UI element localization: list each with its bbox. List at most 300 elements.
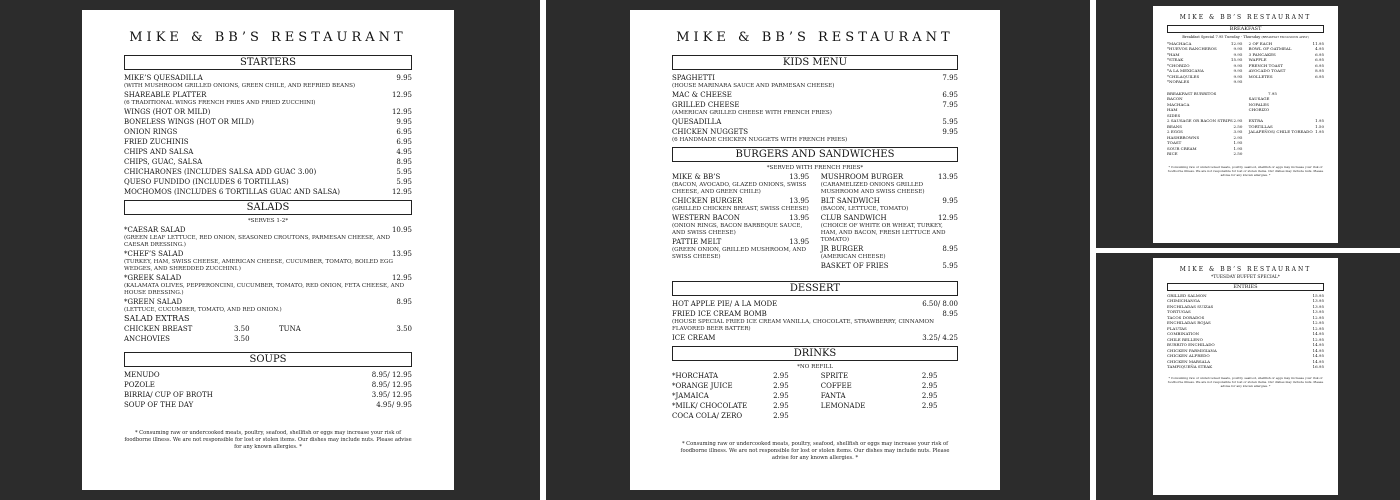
- menu-item-row: [672, 381, 789, 391]
- menu-item-row: [821, 213, 958, 223]
- item-price: 3.95/ 12.95: [371, 391, 412, 399]
- item-description: (AMERICAN CHEESE): [820, 254, 886, 260]
- menu-item-row: [1167, 364, 1324, 370]
- item-name: *GREEN SALAD: [124, 298, 183, 306]
- fillings-right-column: [1249, 96, 1324, 113]
- menu-item-row: [821, 196, 958, 206]
- menu-item-row: [1167, 79, 1242, 85]
- item-name: POZOLE: [124, 381, 155, 389]
- item-name: TAMPIQUEÑA STEAK: [1167, 364, 1213, 369]
- item-name: AVOCADO TOAST: [1248, 68, 1286, 73]
- item-price: 3.95: [1233, 129, 1243, 134]
- item-name: *A LA MEXICANA: [1167, 68, 1204, 73]
- menu-item-row: [124, 117, 412, 127]
- item-name: *MACHACA: [1167, 40, 1192, 46]
- item-name: SPAGHETTI: [672, 74, 715, 82]
- menu-item-row: [124, 273, 412, 283]
- menu-item-row: [124, 187, 412, 197]
- item-price: 12.95: [391, 91, 412, 99]
- item-price: 15.95: [1312, 292, 1324, 298]
- item-name: *GREEK SALAD: [124, 274, 182, 282]
- menu-item-row: [672, 73, 958, 83]
- item-name: CHILE RELLENO: [1167, 336, 1203, 342]
- item-description: (BACON, LETTUCE, TOMATO): [820, 206, 909, 212]
- item-price: 2.95: [921, 392, 938, 400]
- filling-item: NOPALES: [1248, 101, 1269, 107]
- menu-item-row: [672, 127, 958, 137]
- item-name: *CHORIZO: [1167, 62, 1190, 68]
- item-description: (ONION RINGS, BACON BARBEQUE SAUCE, AND SWISS CHEESE): [672, 223, 803, 236]
- item-price: 8.95: [942, 245, 958, 253]
- filling-item: MACHACA: [1167, 101, 1190, 107]
- disclaimer: * Consuming raw or undercooked meats, poultry, seafood, shellfish or eggs may increase your risk of foodborne illness. We are not responsible for lost or stolen items. Our dishes may include nuts. Please advise for any known allergies. *: [124, 430, 412, 450]
- item-price: 13.95: [1312, 309, 1324, 314]
- item-name: *CHILAQUILES: [1167, 73, 1200, 79]
- item-price: 14.95: [1312, 358, 1324, 364]
- item-name: *HORCHATA: [672, 372, 719, 380]
- item-name: ENCHILADAS ROJAS: [1167, 320, 1211, 325]
- item-name: TOAST: [1167, 140, 1182, 145]
- item-price: 3.25/ 4.25: [922, 334, 958, 342]
- item-description: (TURKEY, HAM, SWISS CHEESE, AMERICAN CHEESE, CUCUMBER, TOMATO, BOILED EGG WEDGES, AND SHREDDED ZUCCHINI.): [124, 259, 393, 272]
- item-name: BONELESS WINGS (HOT OR MILD): [124, 118, 255, 126]
- restaurant-title: MIKE & BB’S RESTAURANT: [676, 30, 954, 45]
- menu-item-row: [672, 117, 958, 127]
- item-price: 14.95: [1312, 353, 1324, 358]
- item-price: 2.95: [921, 382, 938, 390]
- item-name: MIKE & BB’S: [672, 173, 721, 181]
- menu-page-kids-burgers[interactable]: [630, 10, 1000, 490]
- breakfast-left-column: [1167, 41, 1242, 85]
- item-price: 11.95: [1312, 40, 1324, 46]
- item-price: 1.95: [1233, 140, 1243, 145]
- item-name: SHAREABLE PLATTER: [124, 91, 207, 99]
- item-description: (KALAMATA OLIVES, PEPPERONCINI, CUCUMBER, TOMATO, RED ONION, FETA CHEESE, AND HOUSE DRESSING.): [124, 283, 405, 296]
- item-name: MOCHOMOS (INCLUDES 6 TORTILLAS GUAC AND SALSA): [124, 188, 340, 196]
- buffet-title: *TUESDAY BUFFET SPECIAL*: [1211, 275, 1280, 280]
- item-name: TACOS DORADOS: [1167, 314, 1205, 320]
- item-name: HOT APPLE PIE/ A LA MODE: [672, 300, 778, 308]
- menu-item-row: [821, 391, 938, 401]
- item-name: 2 EGGS: [1167, 129, 1183, 134]
- item-price: 2.95: [773, 392, 789, 400]
- breakfast-columns: [1167, 41, 1324, 85]
- item-price: 6.95: [1315, 51, 1324, 57]
- item-name: *MILK/ CHOCOLATE: [672, 402, 748, 410]
- item-description: (AMERICAN GRILLED CHEESE WITH FRENCH FRIES): [672, 110, 832, 116]
- item-name: COCA COLA/ ZERO: [672, 412, 743, 420]
- burgers-columns: [672, 172, 958, 271]
- item-price: 9.95: [1233, 79, 1243, 84]
- item-name: *ORANGE JUICE: [672, 382, 733, 390]
- menu-item-row: [672, 333, 958, 343]
- section-header-drinks: DRINKS: [672, 346, 958, 361]
- item-name: COMBINATION: [1167, 331, 1200, 336]
- disclaimer: * Consuming raw or undercooked meats, poultry, seafood, shellfish or eggs may increase your risk of foodborne illness. We are not responsible for lost or stolen items. Our dishes may include nuts. Please advise for any known allergies. *: [1167, 375, 1324, 388]
- menu-item-row: [1167, 151, 1242, 157]
- item-name: *CHEF’S SALAD: [124, 250, 184, 258]
- breakfast-special-text: Breakfast Special 7.95 Tuesday - Thursday: [1182, 35, 1261, 39]
- item-name: CHIMICHANGA: [1167, 298, 1200, 303]
- salads-list: [124, 225, 412, 314]
- extra-price: 3.50: [396, 325, 412, 333]
- salad-extras-title: SALAD EXTRAS: [124, 314, 190, 323]
- menu-item-row: [124, 157, 412, 167]
- item-name: CHIPS, GUAC, SALSA: [124, 158, 203, 166]
- item-price: 1.95: [1315, 118, 1324, 123]
- burgers-note: *SERVED WITH FRENCH FRIES*: [766, 165, 864, 171]
- item-name: *STEAK: [1167, 57, 1184, 62]
- item-price: 2.95: [773, 382, 789, 390]
- item-price: 13.95: [1312, 298, 1324, 303]
- menu-item-row: [124, 225, 412, 235]
- disclaimer: * Consuming raw or undercooked meats, poultry, seafood, shellfish or eggs may increase your risk of foodborne illness. We are not responsible for lost or stolen items. Our dishes may include nuts. Please advise for any known allergies. *: [680, 441, 950, 461]
- filling-item: HAM: [1167, 107, 1178, 112]
- item-name: BASKET OF FRIES: [820, 262, 889, 270]
- menu-item-row: [672, 391, 789, 401]
- item-name: CHICKEN BURGER: [672, 197, 743, 205]
- drinks-note: *NO REFILL: [797, 364, 833, 370]
- item-price: 9.95: [942, 128, 958, 136]
- menu-item-row: [672, 100, 958, 110]
- item-name: *JAMAICA: [672, 392, 709, 400]
- item-description: (LETTUCE, CUCUMBER, TOMATO, AND RED ONION.): [124, 307, 282, 313]
- item-price: 6.95: [942, 91, 958, 99]
- section-header-burgers: BURGERS AND SANDWICHES: [672, 147, 958, 162]
- menu-item-row: [672, 90, 958, 100]
- item-name: *HUEVOS RANCHEROS: [1167, 46, 1217, 51]
- item-price: 1.50: [1315, 123, 1324, 129]
- item-price: 9.95: [1233, 68, 1243, 73]
- menu-page-breakfast[interactable]: [1153, 6, 1338, 243]
- menu-item-row: [821, 261, 958, 271]
- menu-item-row: [821, 371, 938, 381]
- item-price: 6.50/ 8.00: [922, 300, 958, 308]
- item-price: 8.95: [1315, 68, 1324, 73]
- item-price: 15.95: [1230, 57, 1243, 62]
- item-name: ICE CREAM: [672, 334, 716, 342]
- item-price: 12.95: [1312, 325, 1324, 331]
- menu-item-row: [672, 172, 809, 182]
- item-price: 4.95: [396, 148, 412, 156]
- extra-price: 3.50: [234, 325, 250, 333]
- item-name: *HAM: [1167, 51, 1180, 57]
- item-name: EXTRA: [1248, 118, 1263, 123]
- item-price: 8.95: [396, 158, 412, 166]
- menu-item-row: [821, 172, 958, 182]
- burritos-title: BREAKFAST BURRITOS: [1167, 90, 1217, 96]
- item-name: RICE: [1167, 151, 1178, 156]
- menu-item-row: [672, 299, 958, 309]
- salad-extra-row: [124, 324, 412, 334]
- item-name: CLUB SANDWICH: [820, 214, 887, 222]
- item-name: CHICKEN ALFREDO: [1167, 353, 1210, 358]
- sides-right-column: [1249, 118, 1324, 157]
- item-name: JALAPEÑOS/ CHILE TOREADO: [1248, 129, 1313, 134]
- item-name: CHICHARONES (INCLUDES SALSA ADD GUAC 3.00): [124, 168, 317, 176]
- item-price: 12.95: [1312, 314, 1324, 320]
- filling-item: CHORIZO: [1248, 107, 1270, 112]
- item-price: 8.95/ 12.95: [371, 381, 412, 389]
- menu-item-row: [124, 147, 412, 157]
- menu-item-row: [672, 213, 809, 223]
- item-price: 6.95: [1315, 57, 1324, 62]
- dessert-list: [672, 299, 958, 343]
- item-description: (GREEN LEAF LETTUCE, RED ONION, SEASONED CROUTONS, PARMESAN CHEESE, AND CAESAR DRESSING.): [124, 235, 390, 248]
- item-description: (BACON, AVOCADO, GLAZED ONIONS, SWISS CHEESE, AND GREEN CHILE): [672, 182, 807, 195]
- menu-item-row: [124, 400, 412, 410]
- item-price: 5.95: [396, 168, 412, 176]
- item-price: 13.95: [789, 238, 810, 246]
- item-price: 14.95: [1312, 331, 1324, 336]
- restaurant-title: MIKE & BB’S RESTAURANT: [1179, 266, 1312, 273]
- item-price: 12.95: [391, 108, 412, 116]
- item-price: 2.95: [921, 402, 938, 410]
- item-name: FRIED ZUCHINIS: [124, 138, 189, 146]
- item-price: 9.95: [1233, 73, 1243, 79]
- item-price: 13.95: [937, 173, 958, 181]
- menu-item-row: [124, 127, 412, 137]
- item-name: ONION RINGS: [124, 128, 178, 136]
- item-name: CHIPS AND SALSA: [124, 148, 194, 156]
- item-name: 2 SAUSAGE OR BACON STRIPS: [1167, 118, 1233, 123]
- restaurant-title: MIKE & BB’S RESTAURANT: [129, 30, 407, 45]
- item-price: 9.95: [942, 197, 958, 205]
- item-name: FRIED ICE CREAM BOMB: [672, 310, 767, 318]
- entries-list: [1167, 293, 1324, 370]
- drinks-left-column: [672, 371, 809, 421]
- item-price: 2.95: [1233, 118, 1243, 123]
- item-price: 13.95: [391, 250, 412, 258]
- item-description: (6 TRADITIONAL WINGS FRENCH FRIES AND FRIED ZUCCHINI): [124, 100, 316, 106]
- menu-item-row: [124, 177, 412, 187]
- item-description: (HOUSE SPECIAL FRIED ICE CREAM VANILLA, CHOCOLATE, STRAWBERRY, CINNAMON FLAVORED BEER BATTER): [672, 319, 934, 332]
- item-price: 1.95: [1233, 145, 1243, 151]
- item-price: 12.95: [937, 214, 958, 222]
- breakfast-special-note: (BREAKFAST EXCLUSIONS APPLY): [1261, 36, 1309, 39]
- item-name: CHICKEN NUGGETS: [672, 128, 749, 136]
- extra-name: CHICKEN BREAST: [124, 325, 193, 333]
- drinks-right-column: [821, 371, 958, 421]
- item-name: BOWL OF OATMEAL: [1248, 46, 1292, 51]
- menu-item-row: [124, 297, 412, 307]
- drinks-columns: [672, 371, 958, 421]
- item-name: WESTERN BACON: [672, 214, 740, 222]
- item-description: (GREEN ONION, GRILLED MUSHROOM, AND SWISS CHEESE): [672, 247, 806, 260]
- item-price: 13.95: [789, 173, 810, 181]
- menu-item-row: [672, 309, 958, 319]
- item-price: 9.95: [1233, 51, 1243, 57]
- item-name: MAC & CHEESE: [672, 91, 732, 99]
- item-name: BEANS: [1167, 123, 1182, 129]
- item-name: *NOPALES: [1167, 79, 1190, 84]
- item-price: 9.95: [396, 74, 412, 82]
- item-description: (GRILLED CHICKEN BREAST, SWISS CHEESE): [672, 206, 809, 212]
- item-price: 12.95: [391, 274, 412, 282]
- item-description: (CHOICE OF WHITE OR WHEAT, TURKEY, HAM, AND BACON, FRESH LETTUCE AND TOMATO): [820, 223, 946, 243]
- filling-item: BACON: [1167, 96, 1183, 101]
- item-price: 9.95: [396, 118, 412, 126]
- item-price: 2.95: [773, 402, 789, 410]
- sides-left-column: [1167, 118, 1242, 157]
- menu-page-buffet[interactable]: [1153, 258, 1338, 495]
- item-price: 8.95: [942, 310, 958, 318]
- burrito-fillings: [1167, 96, 1324, 113]
- extra-name: [279, 334, 412, 344]
- menu-page-starters[interactable]: [82, 10, 454, 490]
- item-price: 9.95: [1233, 62, 1243, 68]
- section-header-breakfast: BREAKFAST: [1167, 25, 1324, 33]
- item-name: WINGS (HOT OR MILD): [124, 108, 211, 116]
- item-price: 10.95: [391, 226, 412, 234]
- item-name: SOUR CREAM: [1167, 145, 1197, 151]
- item-price: 7.95: [942, 101, 958, 109]
- item-price: 2.50: [1233, 151, 1243, 156]
- extra-name: TUNA: [279, 325, 301, 333]
- menu-item-row: [821, 381, 938, 391]
- item-description: (WITH MUSHROOM GRILLED ONIONS, GREEN CHILE, AND REFRIED BEANS): [124, 83, 356, 89]
- menu-item-row: [1249, 129, 1324, 135]
- burgers-left-column: [672, 172, 809, 271]
- item-name: LEMONADE: [820, 402, 866, 410]
- item-name: CHICKEN MARSALA: [1167, 358, 1211, 364]
- item-price: 12.95: [1312, 336, 1324, 342]
- burgers-right-column: [821, 172, 958, 271]
- item-name: BIRRIA/ CUP OF BROTH: [124, 391, 213, 399]
- menu-item-row: [124, 73, 412, 83]
- item-price: 1.95: [1315, 129, 1324, 134]
- item-price: 5.95: [942, 118, 958, 126]
- fillings-left-column: [1167, 96, 1242, 113]
- item-description: (6 HANDMADE CHICKEN NUGGETS WITH FRENCH FRIES): [672, 137, 848, 143]
- soups-list: [124, 370, 412, 410]
- item-name: CHICKEN PARMIGIANA: [1167, 347, 1217, 353]
- item-name: HASHBROWNS: [1167, 134, 1200, 140]
- item-name: 2 OF EACH: [1248, 40, 1273, 46]
- item-name: GRILLED CHEESE: [672, 101, 740, 109]
- menu-item-row: [124, 137, 412, 147]
- menu-item-row: [1249, 74, 1324, 80]
- item-name: QUESO FUNDIDO (INCLUDES 6 TORTILLAS): [124, 178, 289, 186]
- item-price: 2.95: [773, 412, 789, 420]
- section-header-starters: STARTERS: [124, 55, 412, 70]
- item-name: *CAESAR SALAD: [124, 226, 186, 234]
- menu-item-row: [672, 411, 789, 421]
- item-name: BLT SANDWICH: [820, 197, 880, 205]
- item-name: WAFFLE: [1248, 57, 1267, 62]
- salad-extras-list: [124, 324, 412, 344]
- sides-title: SIDES: [1167, 112, 1181, 118]
- restaurant-title: MIKE & BB’S RESTAURANT: [1179, 14, 1312, 21]
- menu-item-row: [672, 371, 789, 381]
- item-name: 3 PANCAKES: [1248, 51, 1276, 57]
- section-header-soups: SOUPS: [124, 352, 412, 367]
- item-name: FRENCH TOAST: [1248, 62, 1283, 68]
- item-price: 14.95: [1312, 347, 1324, 353]
- item-price: 12.95: [1230, 40, 1243, 46]
- item-price: 13.95: [789, 197, 810, 205]
- item-name: JR BURGER: [820, 245, 864, 253]
- menu-item-row: [124, 107, 412, 117]
- section-header-dessert: DESSERT: [672, 281, 958, 296]
- item-price: 2.50: [1233, 123, 1243, 129]
- extra-price: 3.50: [234, 335, 250, 343]
- item-description: (CARAMELIZED ONIONS GRILLED MUSHROOM AND SWISS CHEESE): [820, 182, 925, 195]
- item-name: QUESADILLA: [672, 118, 722, 126]
- item-name: FLAUTAS: [1167, 325, 1187, 331]
- item-price: 13.95: [1312, 303, 1324, 309]
- item-name: PATTIE MELT: [672, 238, 722, 246]
- item-name: MUSHROOM BURGER: [820, 173, 904, 181]
- breakfast-right-column: [1249, 41, 1324, 85]
- menu-item-row: [821, 244, 958, 254]
- section-header-kids: KIDS MENU: [672, 55, 958, 70]
- menu-item-row: [672, 196, 809, 206]
- extra-name: ANCHOVIES: [124, 335, 170, 343]
- item-price: 14.95: [1312, 342, 1324, 347]
- item-name: SPRITE: [820, 372, 849, 380]
- menu-item-row: [124, 370, 412, 380]
- burritos-price: 7.95: [1267, 90, 1277, 96]
- item-name: MIKE’S QUESADILLA: [124, 74, 203, 82]
- item-price: 6.95: [396, 128, 412, 136]
- disclaimer: * Consuming raw or undercooked meats, poultry, seafood, shellfish or eggs may increase your risk of foodborne illness. We are not responsible for lost or stolen items. Our dishes may include nuts. Please advise for any known allergies. *: [1167, 164, 1324, 177]
- item-description: (HOUSE MARINARA SAUCE AND PARMESAN CHEESE): [672, 83, 835, 89]
- section-header-salads: SALADS: [124, 200, 412, 215]
- item-name: BURRITO ENCHILADO: [1167, 342, 1215, 347]
- section-header-entries: ENTRIES: [1167, 283, 1324, 291]
- menu-item-row: [124, 249, 412, 259]
- filling-item: SAUSAGE: [1248, 96, 1270, 101]
- item-price: 6.95: [396, 138, 412, 146]
- item-price: 2.95: [1233, 134, 1243, 140]
- item-price: 13.95: [789, 214, 810, 222]
- menu-item-row: [672, 237, 809, 247]
- item-name: ENCHILADAS SUIZAS: [1167, 303, 1214, 309]
- item-name: TORTILLAS: [1248, 123, 1273, 129]
- item-name: TORTUGAS: [1167, 309, 1191, 314]
- item-name: COFFEE: [820, 382, 852, 390]
- item-price: 7.95: [942, 74, 958, 82]
- item-price: 4.95/ 9.95: [376, 401, 412, 409]
- starters-list: [124, 73, 412, 197]
- item-name: GRILLED SALMON: [1167, 292, 1207, 298]
- menu-item-row: [124, 90, 412, 100]
- item-price: 12.95: [391, 188, 412, 196]
- item-price: 9.95: [1233, 46, 1243, 51]
- kids-list: [672, 73, 958, 144]
- item-name: SOUP OF THE DAY: [124, 401, 194, 409]
- item-price: 8.95: [396, 298, 412, 306]
- item-price: 6.95: [1315, 62, 1324, 68]
- item-price: 12.95: [1312, 320, 1324, 325]
- salad-extra-row: [124, 334, 412, 344]
- item-price: 4.95: [1315, 46, 1324, 51]
- item-name: MOLLETES: [1248, 73, 1273, 79]
- menu-item-row: [672, 401, 789, 411]
- item-price: 5.95: [942, 262, 958, 270]
- salads-note: *SERVES 1-2*: [247, 218, 289, 224]
- menu-item-row: [124, 167, 412, 177]
- item-price: 2.95: [921, 372, 938, 380]
- menu-item-row: [124, 380, 412, 390]
- item-price: 8.95/ 12.95: [371, 371, 412, 379]
- item-name: FANTA: [820, 392, 846, 400]
- item-price: 16.95: [1312, 364, 1324, 369]
- item-price: 2.95: [773, 372, 789, 380]
- sides-columns: [1167, 118, 1324, 157]
- item-name: MENUDO: [124, 371, 160, 379]
